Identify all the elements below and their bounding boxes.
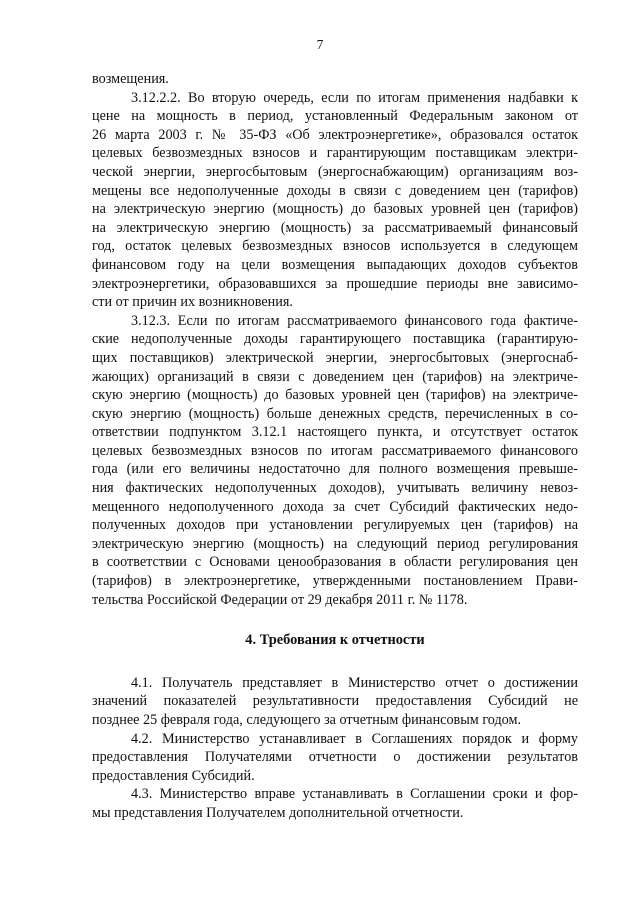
text-line: жающих) организаций в связи с доведением цен (тарифов) на электриче- — [92, 368, 578, 385]
document-body — [92, 70, 578, 823]
text-line: предоставления Получателями отчетности о достижении результатов — [92, 749, 578, 766]
paragraph-continuation — [92, 70, 578, 89]
text-line: электроэнергетики, образовавшихся за прошедшие периоды вне зависимо- — [92, 275, 578, 292]
paragraph-4-2 — [92, 730, 578, 786]
text-line: мы представления Получателем дополнительной отчетности. — [92, 804, 464, 821]
text-line: 4.3. Министерство вправе устанавливать в Соглашении сроки и фор- — [131, 786, 578, 803]
text-line: ния фактических недополученных доходов), учитывать величину невоз- — [92, 480, 578, 497]
text-line: предоставления Субсидий. — [92, 767, 255, 784]
text-line: щих поставщиков) электрической энергии, энергосбытовых (энергоснаб- — [92, 349, 578, 366]
text-line: целевых безвозмездных взносов по итогам рассматриваемого финансового — [92, 442, 578, 459]
section-heading: 4. Требования к отчетности — [245, 632, 425, 649]
text-line: на электрическую энергию (мощность) за рассматриваемый финансовый — [92, 219, 578, 236]
text-line: мещенного недополученного дохода за счет Субсидий фактических недо- — [92, 498, 578, 515]
paragraph-3-12-2-2 — [92, 89, 578, 312]
text-line: ответствии подпунктом 3.12.1 настоящего пункта, и отсутствует остаток — [92, 424, 578, 441]
text-line: 3.12.2.2. Во вторую очередь, если по итогам применения надбавки к — [131, 89, 578, 106]
page-number: 7 — [316, 37, 324, 52]
text-line: возмещения. — [92, 71, 169, 87]
text-line: сти от причин их возникновения. — [92, 294, 293, 311]
text-line: 4.2. Министерство устанавливает в Соглашениях порядок и форму — [131, 730, 578, 747]
text-line: в соответствии с Основами ценообразования в области регулирования цен — [92, 554, 578, 571]
text-line: электрическую энергию (мощность) на следующий период регулирования — [92, 535, 578, 552]
text-line: 4.1. Получатель представляет в Министерство отчет о достижении — [131, 674, 578, 691]
text-line: ческой энергии, энергосбытовым (энергоснабжающим) организациям воз- — [92, 163, 578, 180]
text-line: скую энергию (мощность) больше денежных средств, перечисленных в со- — [92, 405, 578, 422]
paragraph-4-3 — [92, 785, 578, 822]
text-line: 3.12.3. Если по итогам рассматриваемого финансового года фактиче- — [131, 312, 578, 329]
paragraph-4-1 — [92, 674, 578, 730]
text-line: тельства Российской Федерации от 29 декабря 2011 г. № 1178. — [92, 591, 468, 608]
text-line: мещены все недополученные доходы в связи с доведением цен (тарифов) — [92, 182, 578, 199]
text-line: значений показателей результативности предоставления Субсидий не — [92, 693, 578, 710]
text-line: ские недополученные доходы гарантирующего поставщика (гарантирую- — [92, 331, 578, 348]
text-line: скую энергию (мощность) до базовых уровней цен (тарифов) на электриче- — [92, 387, 578, 404]
text-line: финансовом году на цели возмещения выпадающих доходов субъектов — [92, 256, 578, 273]
text-line: 26 марта 2003 г. № 35-ФЗ «Об электроэнергетике», образовался остаток — [92, 126, 578, 143]
text-line: (тарифов) в электроэнергетике, утвержденными постановлением Прави- — [92, 573, 578, 590]
text-line: года (или его величины недостаточно для полного возмещения превыше- — [92, 461, 578, 478]
text-line: целевых безвозмездных взносов и гарантирующим поставщикам электри- — [92, 145, 578, 162]
text-line: год, остаток целевых безвозмездных взносов используется в следующем — [92, 238, 578, 255]
text-line: позднее 25 февраля года, следующего за отчетным финансовым годом. — [92, 712, 522, 728]
paragraph-3-12-3 — [92, 312, 578, 610]
text-line: полученных доходов при установлении регулируемых цен (тарифов) на — [92, 517, 578, 534]
text-line: цене на мощность в период, установленный Федеральным законом от — [92, 108, 578, 125]
text-line: на электрическую энергию (мощность) до базовых уровней цен (тарифов) — [92, 201, 578, 218]
